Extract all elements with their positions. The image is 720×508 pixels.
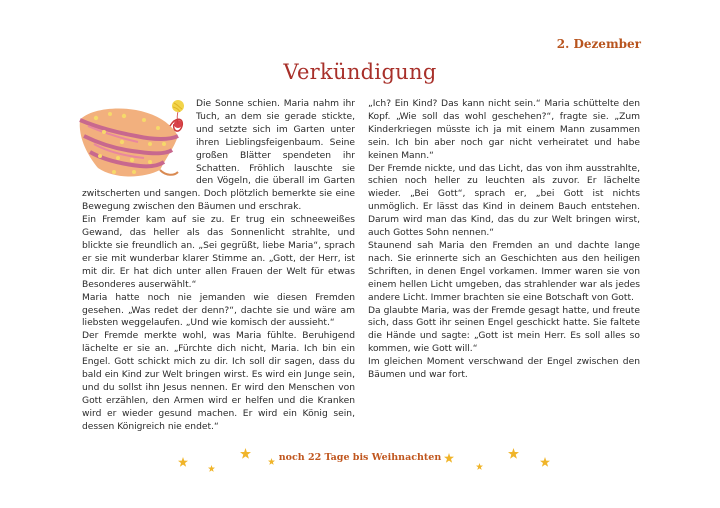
left-paragraph: Der Fremde merkte wohl, was Maria fühlte. Beruhigend lächelte er sie an. „Fürchte dich nicht, Maria. Ich bin ein Engel. Gott schickt mich zu dir. Ich soll dir sagen, dass du bald ein Kind zur Welt bringen wirst. Es wird ein Junge sein, und du sollst ihn Jesus nennen. Er wird den Menschen von Gott erzählen, den Armen wird er helfen und die Kranken wird er wieder gesund machen. Er wird ein König sein, dessen Königreich nie endet.“ (82, 331, 355, 432)
star-icon (540, 457, 550, 467)
left-column (82, 98, 355, 434)
left-paragraph: Ein Fremder kam auf sie zu. Er trug ein schneeweißes Gewand, das heller als das Sonnenlicht strahlte, und blickte sie freundlich an. „Sei gegrüßt, liebe Maria“, sprach er sie mit wunderbar klarer Stimme an. „Gott, der Herr, ist mit dir. Er hat dich unter allen Frauen der Welt für etwas Besonderes auserwählt.“ (82, 215, 355, 290)
right-paragraph: Da glaubte Maria, was der Fremde gesagt hatte, und freute sich, dass Gott ihr seinen Engel geschickt hatte. Sie faltete die Hände und sagte: „Gott ist mein Herr. Es soll alles so kommen, wie Gott will.“ (368, 305, 640, 355)
page-title: Verkündigung (283, 60, 437, 84)
left-paragraph: Die Sonne schien. Maria nahm ihr Tuch, an dem sie gerade stickte, und setzte sich im Garten unter ihren Lieblingsfeigenbaum. Seine großen Blätter spendeten ihr Schatten. Fröhlich lauschte sie den Vögeln, die überall im Garten zwitscherten und sangen. Doch plötzlich bemerkte sie eine Bewegung zwischen den Bäumen und erschrak. (82, 99, 355, 213)
embroidery-cloth-with-yarn-ball-icon (74, 96, 192, 188)
right-paragraph: Staunend sah Maria den Fremden an und dachte lange nach. Sie erinnerte sich an Geschichten aus den heiligen Schriften, in denen Engel vorkamen. Immer waren sie von einem hellen Licht umgeben, das strahlender war als jedes andere Licht. Immer brachten sie eine Botschaft von Gott. (368, 240, 640, 303)
right-paragraph: Im gleichen Moment verschwand der Engel zwischen den Bäumen und war fort. (368, 357, 640, 381)
right-column (368, 98, 640, 382)
right-paragraph: „Ich? Ein Kind? Das kann nicht sein.“ Maria schüttelte den Kopf. „Wie soll das wohl geschehen?“, fragte sie. „Zum Kinderkriegen müsste ich ja mit einem Mann zusammen sein. Ich bin aber noch gar nicht verheiratet und habe keinen Mann.“ (368, 99, 640, 161)
right-paragraph: Der Fremde nickte, und das Licht, das von ihm ausstrahlte, schien noch heller zu leuchten als zuvor. Er lächelte wieder. „Bei Gott“, sprach er, „bei Gott ist nichts unmöglich. Er lässt das Kind in deinem Bauch entstehen. Darum wird man das Kind, das du zur Welt bringen wirst, auch Gottes Sohn nennen.“ (368, 163, 640, 239)
left-paragraph: Maria hatte noch nie jemanden wie diesen Fremden gesehen. „Was redet der denn?“, dachte sie und wäre am liebsten weggelaufen. „Und wie komisch der aussieht.“ (82, 292, 355, 329)
star-icon (508, 448, 519, 459)
star-icon (476, 463, 483, 470)
star-icon (444, 453, 454, 463)
footer (0, 445, 720, 475)
countdown-text: noch 22 Tage bis Weihnachten (278, 452, 442, 463)
star-icon (208, 465, 215, 472)
date-label: 2. Dezember (556, 37, 641, 51)
